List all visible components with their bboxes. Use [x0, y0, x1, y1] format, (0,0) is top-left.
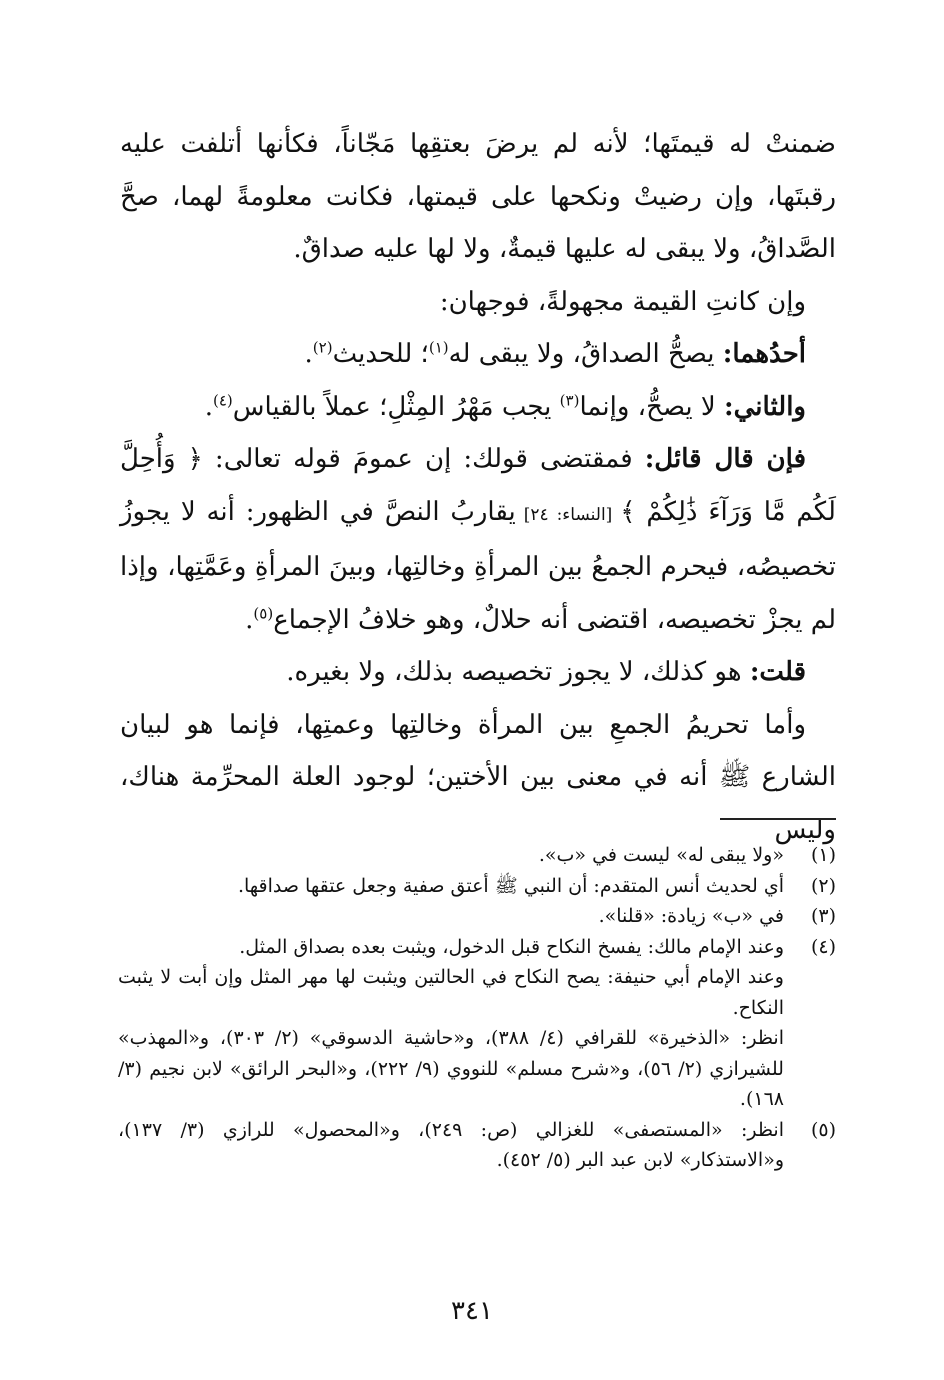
footnote-line: في «ب» زيادة: «قلنا».: [598, 905, 784, 927]
footnotes: [118, 840, 836, 1176]
first-view-text-b: ؛ للحديث: [332, 339, 429, 369]
footnote-line: وعند الإمام مالك: يفسخ النكاح قبل الدخول، ويثبت بعده بصداق المثل.: [239, 935, 784, 958]
main-text: [120, 118, 836, 856]
paragraph-7: وأما تحريمُ الجمعِ بين المرأة وخالتِها وعمتِها، فإنما هو لبيان الشارع ﷺ أنه في معنى بين الأختين؛ لوجود العلة المحرِّمة هناك، وليس: [120, 709, 836, 845]
footnote-ref-5: (٥): [253, 603, 274, 622]
second-view-text-a: لا يصحُّ، وإنما: [579, 391, 725, 422]
footnote-3: [118, 901, 836, 932]
second-view-end: .: [204, 391, 213, 422]
second-view-text-b: يجب مَهْرُ المِثْلِ؛ عملاً بالقياس: [232, 391, 560, 422]
quran-verse: ﴿ وَأُحِلَّ لَكُم مَّا وَرَآءَ ذَٰلِكُمْ ﴾: [120, 444, 836, 527]
footnote-line: «ولا يبقى له» ليست في «ب».: [538, 844, 784, 866]
paragraph-5: [120, 433, 836, 646]
paragraph-1: ضمنتْ له قيمتَها؛ لأنه لم يرضَ بعتقِها مَجّاناً، فكأنها أتلفت عليه رقبتَها، وإن رضيتْ ونكحها على قيمتها، فكانت معلومةً لهما، صحَّ الصَّداقُ، ولا يبقى له عليها قيمةٌ، ولا لها عليه صداقٌ.: [120, 129, 836, 264]
footnote-5: [118, 1115, 836, 1176]
footnote-4: [118, 932, 836, 1115]
footnote-ref-4: (٤): [212, 390, 233, 409]
page-number: ٣٤١: [451, 1296, 493, 1326]
footnote-2: [118, 871, 836, 902]
objection-label: فإن قال قائل:: [644, 444, 806, 474]
footnote-line: وعند الإمام أبي حنيفة: يصح النكاح في الحالتين ويثبت لها مهر المثل وإن أبت لا يثبت النكاح.: [118, 966, 784, 1019]
reply-text: هو كذلك، لا يجوز تخصيصه بذلك، ولا بغيره.: [286, 657, 750, 687]
footnote-number: (١): [810, 844, 836, 866]
footnote-1: [118, 840, 836, 871]
footnote-number: (٥): [810, 1118, 836, 1141]
footnote-ref-2: (٢): [312, 338, 333, 357]
reply-label: قلت:: [749, 657, 806, 687]
footnote-body: [118, 840, 784, 871]
footnote-ref-1: (١): [428, 338, 449, 357]
footnote-line: انظر: «الذخيرة» للقرافي (٤/ ٣٨٨)، و«حاشية الدسوقي» (٢/ ٣٠٣)، و«المهذب» للشيرازي (٢/ ٥٦)، و«شرح مسلم» للنووي (٩/ ٢٢٢)، و«البحر الرائق» لابن نجيم (٣/ ١٦٨).: [118, 1027, 784, 1110]
paragraph-3: [120, 328, 836, 381]
objection-text-b: يقاربُ النصَّ في الظهور: أنه لا يجوزُ تخصيصُه، فيحرم الجمعُ بين المرأةِ وخالتِها، وبينَ المرأةِ وعَمَّتِها، وإذا لم يجزْ تخصيصه، اقتضى أنه حلالٌ، وهو خلافُ الإجماع: [120, 496, 836, 635]
footnote-number: (٢): [810, 874, 836, 897]
footnote-ref-3: (٣): [559, 390, 580, 409]
objection-text-a: فمقتضى قولك: إن عمومَ قوله تعالى:: [202, 444, 645, 474]
paragraph-2: وإن كانتِ القيمة مجهولةً، فوجهان:: [439, 286, 806, 317]
footnote-number: (٣): [810, 905, 836, 927]
footnote-line: انظر: «المستصفى» للغزالي (ص: ٢٤٩)، و«المحصول» للرازي (٣/ ١٣٧)، و«الاستذكار» لابن عبد البر (٥/ ٤٥٢).: [118, 1118, 784, 1171]
first-view-end: .: [304, 339, 313, 369]
paragraph-4: [120, 381, 836, 434]
footnote-body: [118, 1115, 784, 1176]
first-view-text-a: يصحُّ الصداقُ، ولا يبقى له: [448, 339, 723, 369]
footnote-body: [118, 871, 784, 902]
footnote-body: [118, 932, 784, 1115]
footnote-number: (٤): [810, 935, 836, 958]
first-view-label: أحدُهما:: [722, 339, 806, 369]
second-view-label: والثاني:: [724, 391, 806, 422]
footnote-body: [118, 901, 784, 932]
paragraph-6: [120, 646, 836, 699]
verse-reference: [النساء: ٢٤]: [515, 504, 621, 525]
objection-end: .: [245, 604, 254, 635]
footnote-separator: [720, 818, 836, 820]
footnote-line: أي لحديث أنس المتقدم: أن النبي ﷺ أعتق صفية وجعل عتقها صداقها.: [237, 874, 784, 897]
